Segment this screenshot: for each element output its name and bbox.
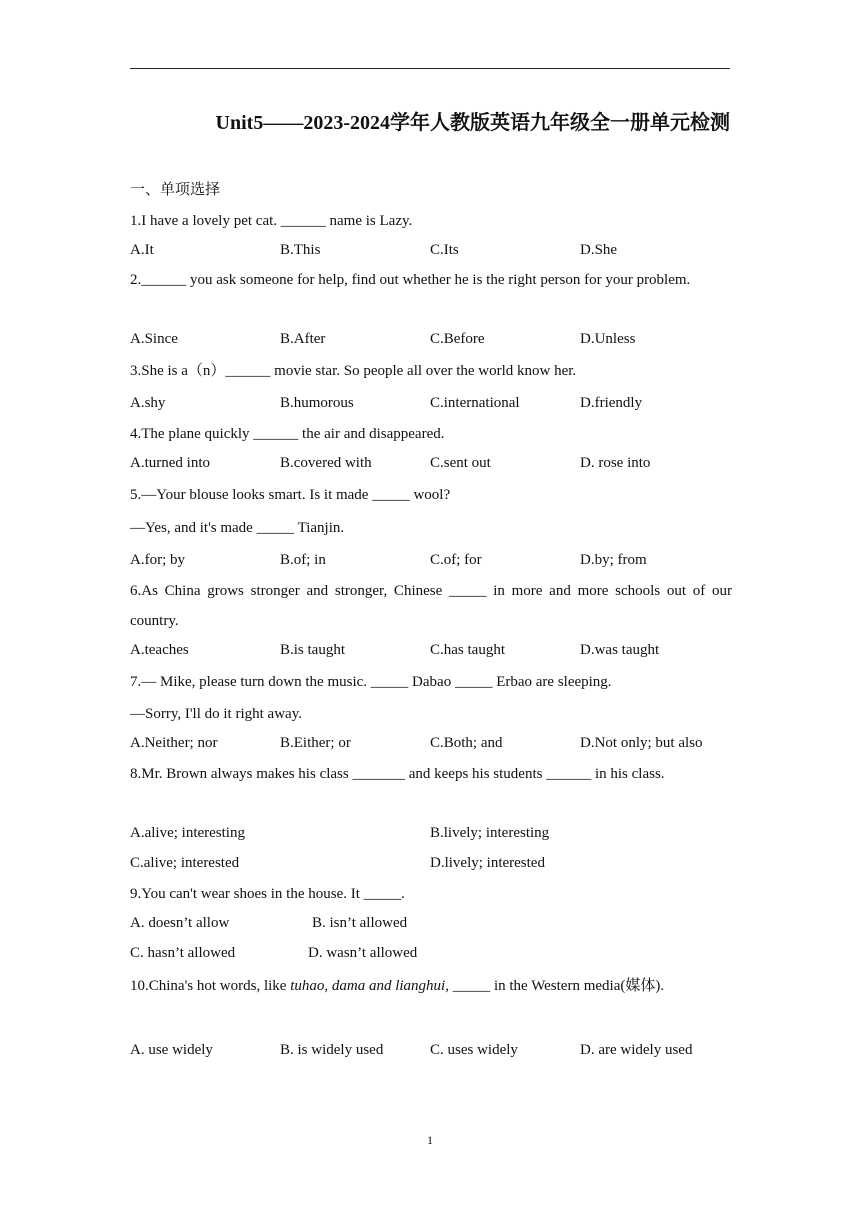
question-3-stem: 3.She is a（n）______ movie star. So people all over the world know her. [130,363,577,379]
question-10-stem-start: 10.China's hot words, like [130,978,291,994]
question-9-option-d: D. wasn’t allowed [308,945,418,961]
question-6-option-d: D.was taught [580,642,660,658]
question-10-stem-end: , _____ in the Western media(媒体). [445,978,665,994]
question-3-option-c: C.international [430,395,520,411]
question-10-stem [130,969,725,1003]
question-7-option-b: B.Either; or [280,735,351,751]
question-1-option-b: B.This [280,242,321,258]
question-10-stem-italic: tuhao, dama and lianghui [290,978,446,994]
question-4-option-a: A.turned into [130,455,210,471]
question-6-option-c: C.has taught [430,642,505,658]
question-10-option-b: B. is widely used [280,1042,384,1058]
question-3-option-d: D.friendly [580,395,643,411]
question-7-reply: —Sorry, I'll do it right away. [130,706,302,722]
question-8-option-b: B.lively; interesting [430,825,550,841]
question-7-option-c: C.Both; and [430,735,503,751]
question-4-stem: 4.The plane quickly ______ the air and disappeared. [130,426,445,442]
question-5-option-d: D.by; from [580,552,647,568]
question-3-option-a: A.shy [130,395,166,411]
question-3-option-b: B.humorous [280,395,354,411]
header-rule [130,68,730,69]
question-7-option-a: A.Neither; nor [130,735,218,751]
question-10-option-c: C. uses widely [430,1042,518,1058]
question-1-stem: 1.I have a lovely pet cat. ______ name is Lazy. [130,213,413,229]
question-5-option-b: B.of; in [280,552,326,568]
question-4-option-c: C.sent out [430,455,491,471]
question-2-stem: 2.______ you ask someone for help, find out whether he is the right person for your problem. [130,272,691,288]
question-10-option-d: D. are widely used [580,1042,693,1058]
question-10-option-a: A. use widely [130,1042,213,1058]
question-5-option-c: C.of; for [430,552,482,568]
question-9-option-b: B. isn’t allowed [312,915,408,931]
question-1-option-c: C.Its [430,242,459,258]
section-heading: 一、单项选择 [130,182,221,198]
question-9-option-a: A. doesn’t allow [130,915,230,931]
question-8-option-d: D.lively; interested [430,855,545,871]
question-2-option-c: C.Before [430,331,485,347]
page-title: Unit5——2023-2024学年人教版英语九年级全一册单元检测 [215,112,730,134]
question-4-option-b: B.covered with [280,455,372,471]
page-number: 1 [427,1133,433,1147]
question-5-reply: —Yes, and it's made _____ Tianjin. [130,520,345,536]
question-7-stem: 7.— Mike, please turn down the music. _____ Dabao _____ Erbao are sleeping. [130,674,612,690]
question-5-option-a: A.for; by [130,552,185,568]
question-1-option-a: A.It [130,242,154,258]
question-6-option-b: B.is taught [280,642,346,658]
question-8-option-a: A.alive; interesting [130,825,245,841]
question-8-stem: 8.Mr. Brown always makes his class _______ and keeps his students ______ in his class. [130,766,665,782]
question-7-option-d: D.Not only; but also [580,735,703,751]
question-9-stem: 9.You can't wear shoes in the house. It _____. [130,886,405,902]
question-2-option-a: A.Since [130,331,178,347]
question-4-option-d: D. rose into [580,455,651,471]
question-1-option-d: D.She [580,242,618,258]
question-5-stem: 5.—Your blouse looks smart. Is it made _____ wool? [130,487,451,503]
question-8-option-c: C.alive; interested [130,855,240,871]
question-6-stem: 6.As China grows stronger and stronger, Chinese _____ in more and more schools out of our country. [130,583,732,629]
question-2-option-b: B.After [280,331,326,347]
question-6-option-a: A.teaches [130,642,189,658]
question-9-option-c: C. hasn’t allowed [130,945,236,961]
question-2-option-d: D.Unless [580,331,636,347]
